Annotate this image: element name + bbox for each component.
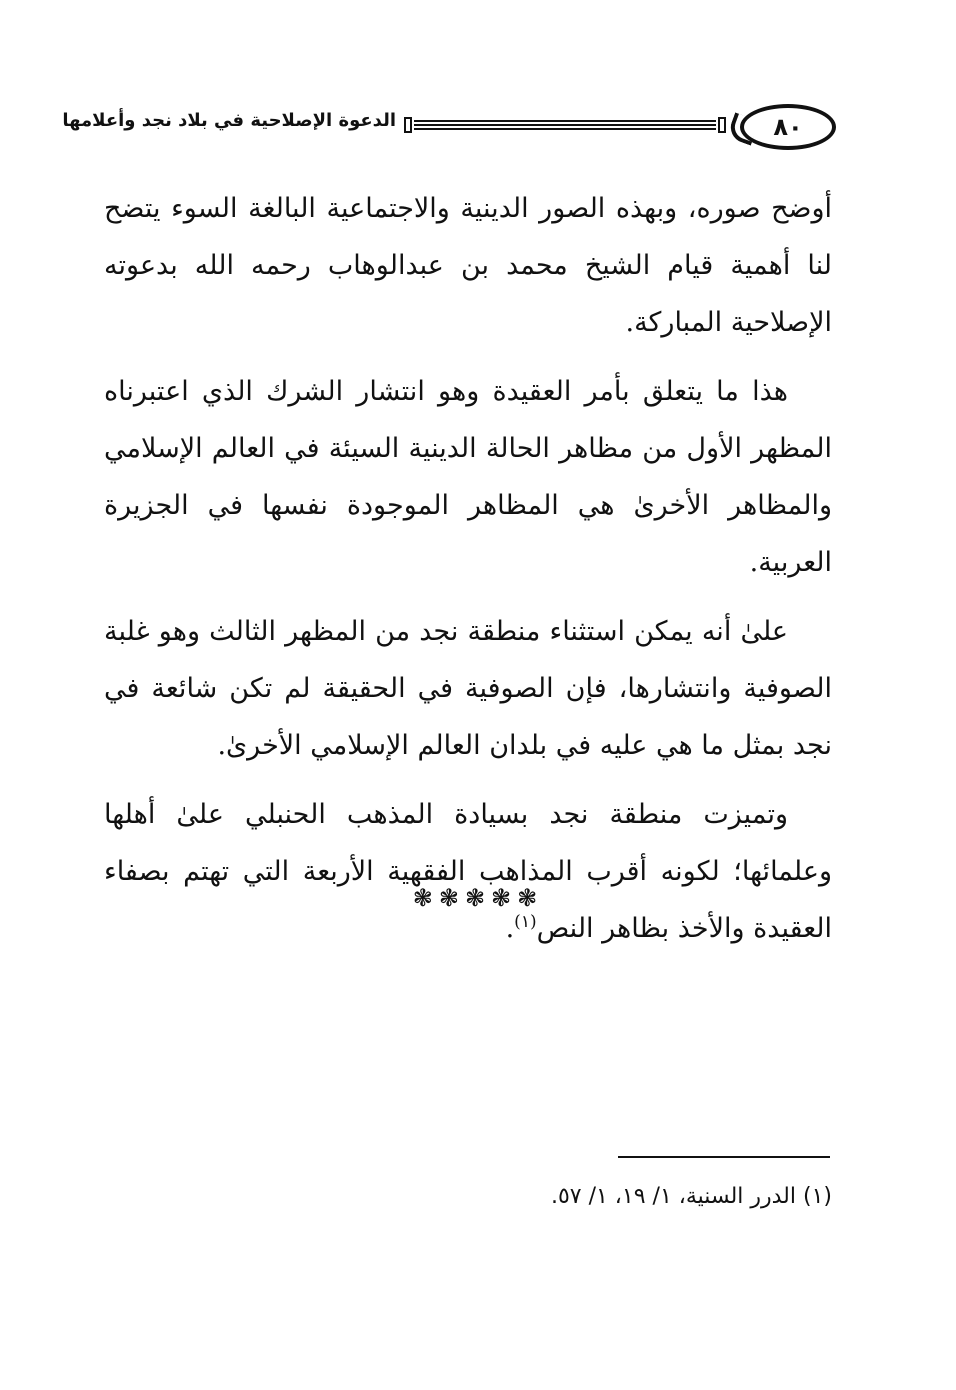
paragraph-4-ending: . [505,913,515,944]
rule-cap-left [404,117,412,133]
paragraph-4-text: وتميزت منطقة نجد بسيادة المذهب الحنبلي علىٰ أهلها وعلمائها؛ لكونه أقرب المذاهب الفقهية الأربعة التي تهتم بصفاء العقيدة والأخذ بظاهر النص [104,799,832,944]
main-text [104,180,832,969]
footnote-separator [618,1156,830,1158]
page-header [62,102,836,154]
rule-cap-right [718,117,726,133]
paragraph-1: أوضح صوره، وبهذه الصور الدينية والاجتماعية البالغة السوء يتضح لنا أهمية قيام الشيخ محمد بن عبدالوهاب رحمه الله بدعوته الإصلاحية المباركة. [104,193,832,338]
header-ornamental-rule [404,119,726,133]
paragraph-3: علىٰ أنه يمكن استثناء منطقة نجد من المظهر الثالث وهو غلبة الصوفية وانتشارها، فإن الصوفية في الحقيقة لم تكن شائعة في نجد بمثل ما هي عليه في بلدان العالم الإسلامي الأخرىٰ. [104,616,832,761]
footnote-1: (١) الدرر السنية، ١/ ١٩، ١/ ٥٧. [550,1184,832,1209]
paragraph-2: هذا ما يتعلق بأمر العقيدة وهو انتشار الشرك الذي اعتبرناه المظهر الأول من مظاهر الحالة الدينية السيئة في العالم الإسلامي والمظاهر الأخرىٰ هي المظاهر الموجودة نفسها في الجزيرة العربية. [104,376,832,578]
page-number: ٨٠ [740,104,836,150]
running-title: الدعوة الإصلاحية في بلاد نجد وأعلامها [62,110,396,131]
paragraph-4 [104,786,832,957]
section-ornament: ❃❃❃❃❃ [412,884,544,912]
footnote-reference[interactable]: (١) [514,912,537,932]
